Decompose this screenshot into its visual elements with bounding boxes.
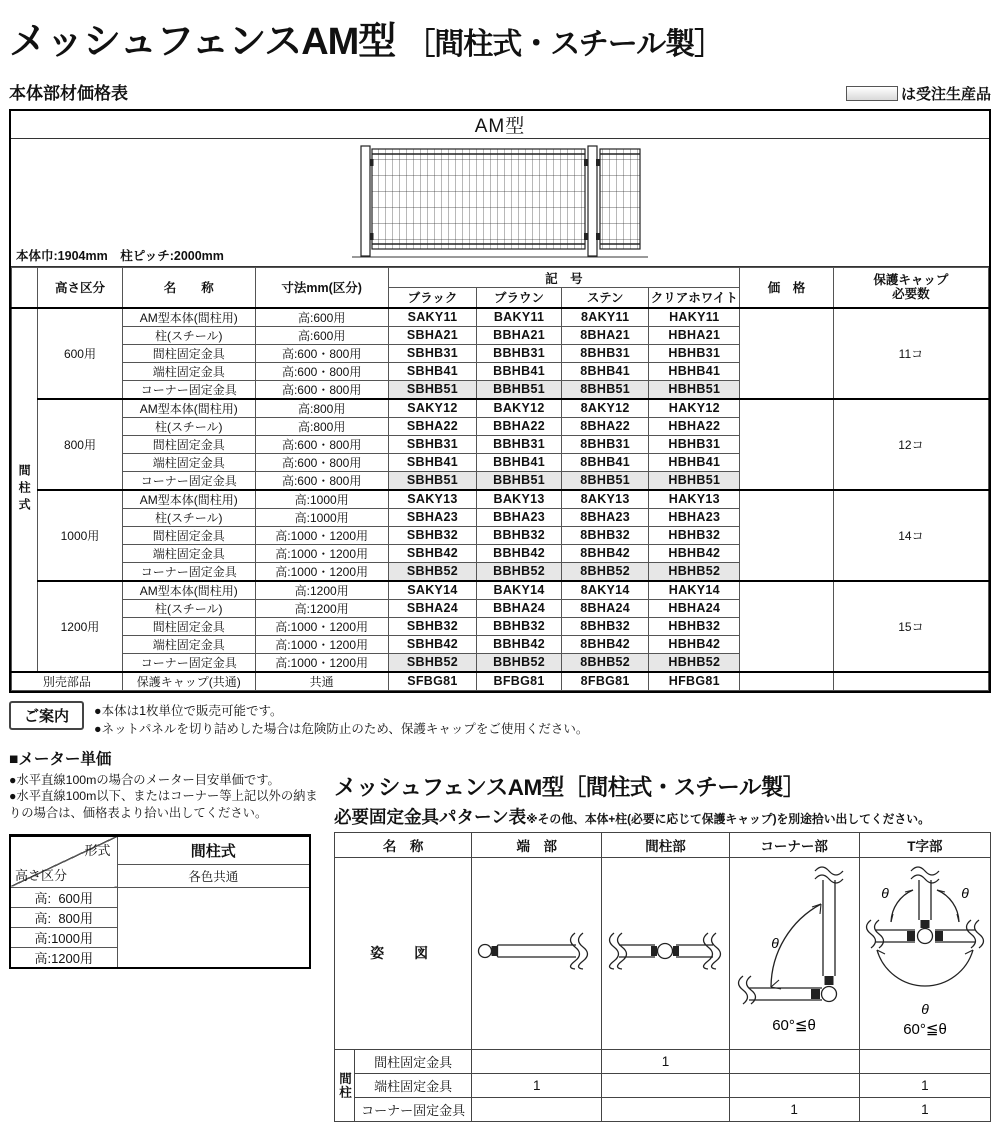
size-cell: 高:600・800用: [255, 453, 388, 471]
spec-table-body: [12, 308, 989, 691]
code-cell: HBHB31: [649, 344, 740, 362]
part-name-cell: AM型本体(間柱用): [122, 308, 255, 327]
size-cell: 高:600・800用: [255, 380, 388, 399]
size-cell: 高:1000・1200用: [255, 635, 388, 653]
theta-label: θ: [881, 884, 889, 901]
height-class-cell: 800用: [38, 399, 123, 490]
pattern-title: メッシュフェンスAM型［間柱式・スチール製］: [334, 774, 805, 800]
part-name-cell: AM型本体(間柱用): [122, 399, 255, 418]
part-name-cell: コーナー固定金具: [122, 562, 255, 581]
size-cell: 高:1000用: [255, 508, 388, 526]
cap-count-cell: 15コ: [833, 581, 988, 672]
size-cell: 高:600・800用: [255, 362, 388, 380]
theta-label: θ: [921, 1000, 929, 1017]
code-cell: 8BHB51: [561, 471, 649, 490]
meter-price-table: [9, 834, 311, 969]
mini-col-subheader: 各色共通: [117, 864, 310, 887]
part-name-cell: 保護キャップ(共通): [122, 672, 255, 691]
meter-price-heading: ■メーター単価: [9, 750, 112, 768]
qty-cell: [729, 1049, 859, 1073]
code-cell: BBHB52: [477, 562, 562, 581]
pattern-row-label: 間柱固定金具: [355, 1049, 472, 1073]
qty-cell: 1: [729, 1097, 859, 1121]
end-section-diagram: [475, 921, 599, 981]
price-table: [9, 109, 991, 693]
qty-cell: 1: [602, 1049, 729, 1073]
code-cell: SBHA23: [388, 508, 477, 526]
size-cell: 高:1200用: [255, 581, 388, 600]
price-section-header: [9, 79, 991, 104]
col-cap-line1: 保護キャップ: [873, 272, 949, 287]
code-cell: BBHB51: [477, 380, 562, 399]
code-cell: BBHA22: [477, 417, 562, 435]
part-name-cell: 柱(スチール): [122, 508, 255, 526]
code-cell: BAKY11: [477, 308, 562, 327]
code-cell: HBHA22: [649, 417, 740, 435]
group-column-header: [12, 268, 38, 308]
theta-label: θ: [771, 934, 779, 951]
row-group-label: 間柱式: [12, 308, 38, 672]
cap-count-cell: 11コ: [833, 308, 988, 399]
part-name-cell: 柱(スチール): [122, 326, 255, 344]
code-cell: 8BHB52: [561, 562, 649, 581]
col-cap-line2: 必要数: [892, 287, 930, 302]
qty-cell: 1: [859, 1097, 990, 1121]
guide-label: ご案内: [9, 701, 84, 730]
size-cell: 高:600・800用: [255, 471, 388, 490]
code-cell: 8AKY11: [561, 308, 649, 327]
code-cell: BFBG81: [477, 672, 562, 691]
size-cell: 高:800用: [255, 399, 388, 418]
pattern-col-tee: T字部: [859, 832, 990, 857]
code-cell: SBHB42: [388, 544, 477, 562]
part-name-cell: 端柱固定金具: [122, 362, 255, 380]
code-cell: SFBG81: [388, 672, 477, 691]
pattern-section: [334, 747, 991, 1122]
qty-cell: 1: [472, 1073, 602, 1097]
code-cell: BBHA23: [477, 508, 562, 526]
code-cell: HBHB32: [649, 617, 740, 635]
code-cell: 8AKY14: [561, 581, 649, 600]
pattern-table: [334, 832, 991, 1122]
fence-illustration: [350, 143, 650, 263]
code-cell: BBHB41: [477, 362, 562, 380]
code-cell: HBHB42: [649, 544, 740, 562]
qty-cell: [602, 1073, 729, 1097]
theta-label: θ: [961, 884, 969, 901]
code-cell: HBHB51: [649, 380, 740, 399]
cap-count-cell: [833, 672, 988, 691]
code-cell: 8FBG81: [561, 672, 649, 691]
code-cell: BBHB42: [477, 635, 562, 653]
intermediate-post-diagram: [602, 921, 730, 981]
part-name-cell: AM型本体(間柱用): [122, 490, 255, 509]
part-name-cell: 柱(スチール): [122, 417, 255, 435]
code-cell: HAKY11: [649, 308, 740, 327]
price-table-heading: 本体部材価格表: [9, 84, 128, 103]
code-cell: BBHB42: [477, 544, 562, 562]
code-cell: BBHB32: [477, 526, 562, 544]
guide-note: ●本体は1枚単位で販売可能です。: [94, 703, 283, 718]
angle-note: 60°≦θ: [772, 1016, 816, 1034]
code-cell: HBHB52: [649, 562, 740, 581]
made-to-order-label: は受注生産品: [900, 86, 991, 103]
code-cell: 8BHB42: [561, 544, 649, 562]
part-name-cell: 間柱固定金具: [122, 617, 255, 635]
tee-section-figure-cell: [859, 857, 990, 1049]
code-cell: 8BHB31: [561, 344, 649, 362]
qty-cell: 1: [859, 1073, 990, 1097]
part-name-cell: 間柱固定金具: [122, 344, 255, 362]
page-title-sub: ［間柱式・スチール製］: [405, 28, 724, 61]
spec-row: [12, 308, 989, 327]
fence-illustration-area: [11, 139, 989, 267]
part-name-cell: 間柱固定金具: [122, 526, 255, 544]
price-cell: [740, 399, 834, 490]
price-cell: [740, 490, 834, 581]
part-name-cell: コーナー固定金具: [122, 653, 255, 672]
code-cell: 8BHB32: [561, 526, 649, 544]
guide-section: [9, 701, 991, 738]
code-cell: HBHB52: [649, 653, 740, 672]
part-name-cell: AM型本体(間柱用): [122, 581, 255, 600]
code-cell: BBHB41: [477, 453, 562, 471]
pattern-col-end: 端 部: [472, 832, 602, 857]
code-cell: BAKY13: [477, 490, 562, 509]
size-cell: 高:800用: [255, 417, 388, 435]
size-cell: 高:600・800用: [255, 344, 388, 362]
code-cell: HBHB51: [649, 471, 740, 490]
mini-row-label: 高: 800用: [10, 907, 117, 927]
meter-price-section: [9, 747, 328, 1122]
bottom-section: [9, 747, 991, 1122]
code-cell: SBHA24: [388, 599, 477, 617]
code-cell: HBHB41: [649, 362, 740, 380]
code-cell: SBHB32: [388, 617, 477, 635]
code-cell: SBHB51: [388, 380, 477, 399]
col-size: 寸法mm(区分): [255, 268, 388, 308]
code-cell: 8BHB41: [561, 362, 649, 380]
code-cell: 8BHA23: [561, 508, 649, 526]
corner-section-diagram: [731, 858, 857, 1044]
color-column-header: ブラウン: [477, 288, 562, 308]
code-cell: BBHB31: [477, 435, 562, 453]
qty-cell: [472, 1049, 602, 1073]
code-cell: BAKY12: [477, 399, 562, 418]
size-cell: 高:600・800用: [255, 435, 388, 453]
mini-value-cell: [117, 887, 310, 968]
made-to-order-swatch: [846, 86, 898, 101]
extra-parts-row: [12, 672, 989, 691]
part-name-cell: 端柱固定金具: [122, 453, 255, 471]
height-class-cell: 1200用: [38, 581, 123, 672]
price-cell: [740, 308, 834, 399]
code-cell: BBHB51: [477, 471, 562, 490]
pattern-row-label: 端柱固定金具: [355, 1073, 472, 1097]
pattern-col-corner: コーナー部: [729, 832, 859, 857]
code-cell: 8AKY12: [561, 399, 649, 418]
extra-parts-label: 別売部品: [12, 672, 123, 691]
code-cell: HAKY13: [649, 490, 740, 509]
code-cell: SBHB31: [388, 435, 477, 453]
code-cell: 8BHA21: [561, 326, 649, 344]
price-cell: [740, 672, 834, 691]
pattern-subtitle-note: ※その他、本体+柱(必要に応じて保護キャップ)を別途拾い出してください。: [526, 811, 930, 826]
meter-price-note: ●水平直線100m以下、またはコーナー等上記以外の納まりの場合は、価格表より拾い出してください。: [9, 789, 318, 820]
code-cell: HBHB41: [649, 453, 740, 471]
code-cell: SBHB31: [388, 344, 477, 362]
qty-cell: [859, 1049, 990, 1073]
code-cell: 8BHB51: [561, 380, 649, 399]
code-cell: BBHB32: [477, 617, 562, 635]
size-cell: 高:600用: [255, 326, 388, 344]
page-title: [9, 10, 991, 65]
code-cell: SBHB41: [388, 453, 477, 471]
mini-row-label: 高:1000用: [10, 927, 117, 947]
part-name-cell: 端柱固定金具: [122, 544, 255, 562]
pattern-col-name: 名 称: [335, 832, 472, 857]
part-name-cell: コーナー固定金具: [122, 471, 255, 490]
code-cell: SAKY14: [388, 581, 477, 600]
col-code: 記 号: [388, 268, 740, 288]
code-cell: SBHB42: [388, 635, 477, 653]
size-cell: 高:600用: [255, 308, 388, 327]
diagonal-label-bottom: 高さ区分: [15, 867, 68, 883]
part-name-cell: コーナー固定金具: [122, 380, 255, 399]
code-cell: HBHA23: [649, 508, 740, 526]
code-cell: SBHA21: [388, 326, 477, 344]
code-cell: 8BHA24: [561, 599, 649, 617]
height-class-cell: 1000用: [38, 490, 123, 581]
part-name-cell: 間柱固定金具: [122, 435, 255, 453]
meter-price-note: ●水平直線100mの場合のメーター目安単価です。: [9, 772, 280, 787]
size-cell: 高:1200用: [255, 599, 388, 617]
part-name-cell: 端柱固定金具: [122, 635, 255, 653]
diagonal-label-top: 形式: [84, 842, 111, 858]
spec-table: [11, 267, 989, 691]
pattern-row-label: コーナー固定金具: [355, 1097, 472, 1121]
code-cell: BAKY14: [477, 581, 562, 600]
mini-row-label: 高:1200用: [10, 947, 117, 968]
code-cell: SBHB52: [388, 562, 477, 581]
code-cell: 8BHB42: [561, 635, 649, 653]
code-cell: SAKY12: [388, 399, 477, 418]
angle-note: 60°≦θ: [903, 1020, 947, 1038]
code-cell: SBHB32: [388, 526, 477, 544]
model-header: AM型: [11, 111, 989, 139]
pattern-col-mid: 間柱部: [602, 832, 729, 857]
size-cell: 高:1000・1200用: [255, 653, 388, 672]
mini-col-header: 間柱式: [117, 835, 310, 864]
code-cell: SAKY11: [388, 308, 477, 327]
code-cell: SBHA22: [388, 417, 477, 435]
spec-row: [12, 399, 989, 418]
qty-cell: [729, 1073, 859, 1097]
code-cell: HAKY12: [649, 399, 740, 418]
col-cap: [833, 268, 988, 308]
code-cell: 8BHB52: [561, 653, 649, 672]
figure-row-label: 姿 図: [335, 857, 472, 1049]
col-price: 価 格: [740, 268, 834, 308]
code-cell: BBHA21: [477, 326, 562, 344]
code-cell: 8BHB41: [561, 453, 649, 471]
made-to-order-legend: [846, 83, 991, 104]
cap-count-cell: 12コ: [833, 399, 988, 490]
price-cell: [740, 581, 834, 672]
code-cell: HBHA24: [649, 599, 740, 617]
code-cell: HBHB32: [649, 526, 740, 544]
dimensions-note: 本体巾:1904mm 柱ピッチ:2000mm: [16, 249, 224, 263]
code-cell: 8BHA22: [561, 417, 649, 435]
code-cell: SBHB41: [388, 362, 477, 380]
code-cell: SAKY13: [388, 490, 477, 509]
corner-section-figure-cell: [729, 857, 859, 1049]
pattern-group-label: 間柱: [335, 1049, 355, 1121]
code-cell: 8BHB31: [561, 435, 649, 453]
end-section-figure-cell: [472, 857, 602, 1049]
code-cell: SBHB51: [388, 471, 477, 490]
color-column-header: クリアホワイト: [649, 288, 740, 308]
code-cell: HAKY14: [649, 581, 740, 600]
page-title-main: メッシュフェンスAM型: [9, 21, 396, 63]
code-cell: HBHB42: [649, 635, 740, 653]
size-cell: 高:1000用: [255, 490, 388, 509]
height-class-cell: 600用: [38, 308, 123, 399]
col-name: 名 称: [122, 268, 255, 308]
size-cell: 共通: [255, 672, 388, 691]
code-cell: BBHB31: [477, 344, 562, 362]
color-column-header: ブラック: [388, 288, 477, 308]
guide-notes: [94, 701, 588, 738]
cap-count-cell: 14コ: [833, 490, 988, 581]
size-cell: 高:1000・1200用: [255, 544, 388, 562]
code-cell: BBHA24: [477, 599, 562, 617]
qty-cell: [602, 1097, 729, 1121]
code-cell: 8BHB32: [561, 617, 649, 635]
code-cell: SBHB52: [388, 653, 477, 672]
code-cell: HBHA21: [649, 326, 740, 344]
guide-note: ●ネットパネルを切り詰めした場合は危険防止のため、保護キャップをご使用ください。: [94, 721, 589, 736]
part-name-cell: 柱(スチール): [122, 599, 255, 617]
size-cell: 高:1000・1200用: [255, 617, 388, 635]
mini-row-label: 高: 600用: [10, 887, 117, 907]
size-cell: 高:1000・1200用: [255, 526, 388, 544]
tee-section-diagram: [861, 858, 989, 1044]
code-cell: HFBG81: [649, 672, 740, 691]
pattern-subtitle-main: 必要固定金具パターン表: [334, 806, 527, 827]
spec-row: [12, 490, 989, 509]
size-cell: 高:1000・1200用: [255, 562, 388, 581]
code-cell: 8AKY13: [561, 490, 649, 509]
intermediate-post-figure-cell: [602, 857, 729, 1049]
diagonal-header-cell: [10, 835, 117, 887]
code-cell: HBHB31: [649, 435, 740, 453]
spec-row: [12, 581, 989, 600]
qty-cell: [472, 1097, 602, 1121]
pattern-subtitle: [334, 804, 991, 829]
col-height-class: 高さ区分: [38, 268, 123, 308]
color-column-header: ステン: [561, 288, 649, 308]
code-cell: BBHB52: [477, 653, 562, 672]
